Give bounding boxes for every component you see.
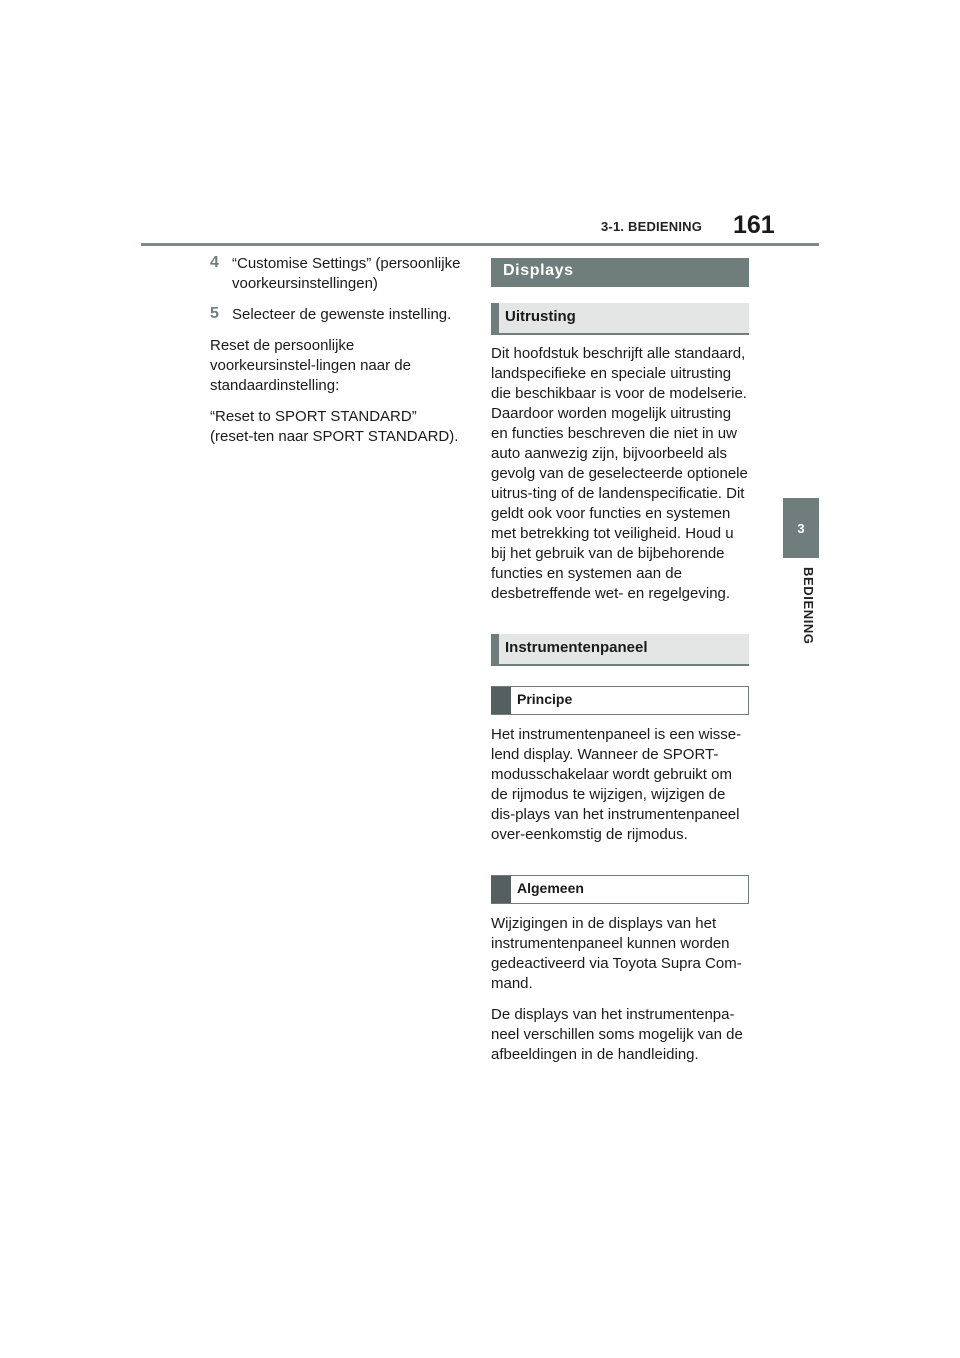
section-title: 3-1. BEDIENING: [601, 219, 703, 234]
step-item: [210, 254, 462, 294]
heading-bar: [491, 876, 511, 903]
principe-paragraph: Het instrumentenpaneel is een wisse-lend display. Wanneer de SPORT-modusschakelaar wordt gebruikt om de rijmodus te wijzigen, wijzigen de dis-plays van het instrumentenpaneel over-eenkomstig de rijmodus.: [491, 726, 742, 843]
step-item: [210, 305, 462, 325]
page-number: 161: [733, 211, 775, 239]
heading-bar: [491, 687, 511, 714]
chapter-number: 3: [797, 520, 805, 536]
step-number: 4: [210, 254, 219, 271]
algemeen-paragraph: Wijzigingen in de displays van het instrumentenpaneel kunnen worden gedeactiveerd via Toyota Supra Com-mand.: [491, 915, 742, 992]
algemeen-paragraph: De displays van het instrumentenpa-neel verschillen soms mogelijk van de afbeeldingen in de handleiding.: [491, 1006, 743, 1063]
right-column: [491, 258, 749, 1076]
chapter-tab: [783, 498, 819, 558]
header-divider: [141, 243, 819, 246]
step-number: 5: [210, 305, 219, 322]
step-text: Selecteer de gewenste instelling.: [232, 306, 452, 323]
heading-principe: [491, 686, 749, 715]
heading-uitrusting: Uitrusting: [491, 303, 749, 335]
heading-algemeen-label: Algemeen: [517, 880, 584, 896]
uitrusting-paragraph: Dit hoofdstuk beschrijft alle standaard, landspecifieke en speciale uitrusting die beschikbaar is voor de modelserie. Daardoor worden mogelijk uitrusting en functies beschreven die niet in uw auto aanwezig zijn, bijvoorbeeld als gevolg van de geselecteerde optionele uitrus-ting of de landenspecificatie. Dit geldt ook voor functies en systemen met betrekking tot veiligheid. Houd u bij het gebruik van de bijbehorende functies en systemen aan de desbetreffende wet- en regelgeving.: [491, 345, 748, 602]
body-paragraph: “Reset to SPORT STANDARD” (reset-ten naar SPORT STANDARD).: [210, 408, 459, 445]
body-paragraph: Reset de persoonlijke voorkeursinstel-lingen naar de standaardinstelling:: [210, 337, 411, 394]
left-column: [210, 254, 462, 458]
chapter-label: BEDIENING: [801, 567, 816, 645]
heading-displays: Displays: [491, 258, 749, 287]
heading-principe-label: Principe: [517, 691, 573, 707]
heading-algemeen: [491, 875, 749, 904]
step-text: “Customise Settings” (persoonlijke voorkeursinstellingen): [232, 255, 461, 292]
heading-instrumentenpaneel: Instrumentenpaneel: [491, 634, 749, 666]
